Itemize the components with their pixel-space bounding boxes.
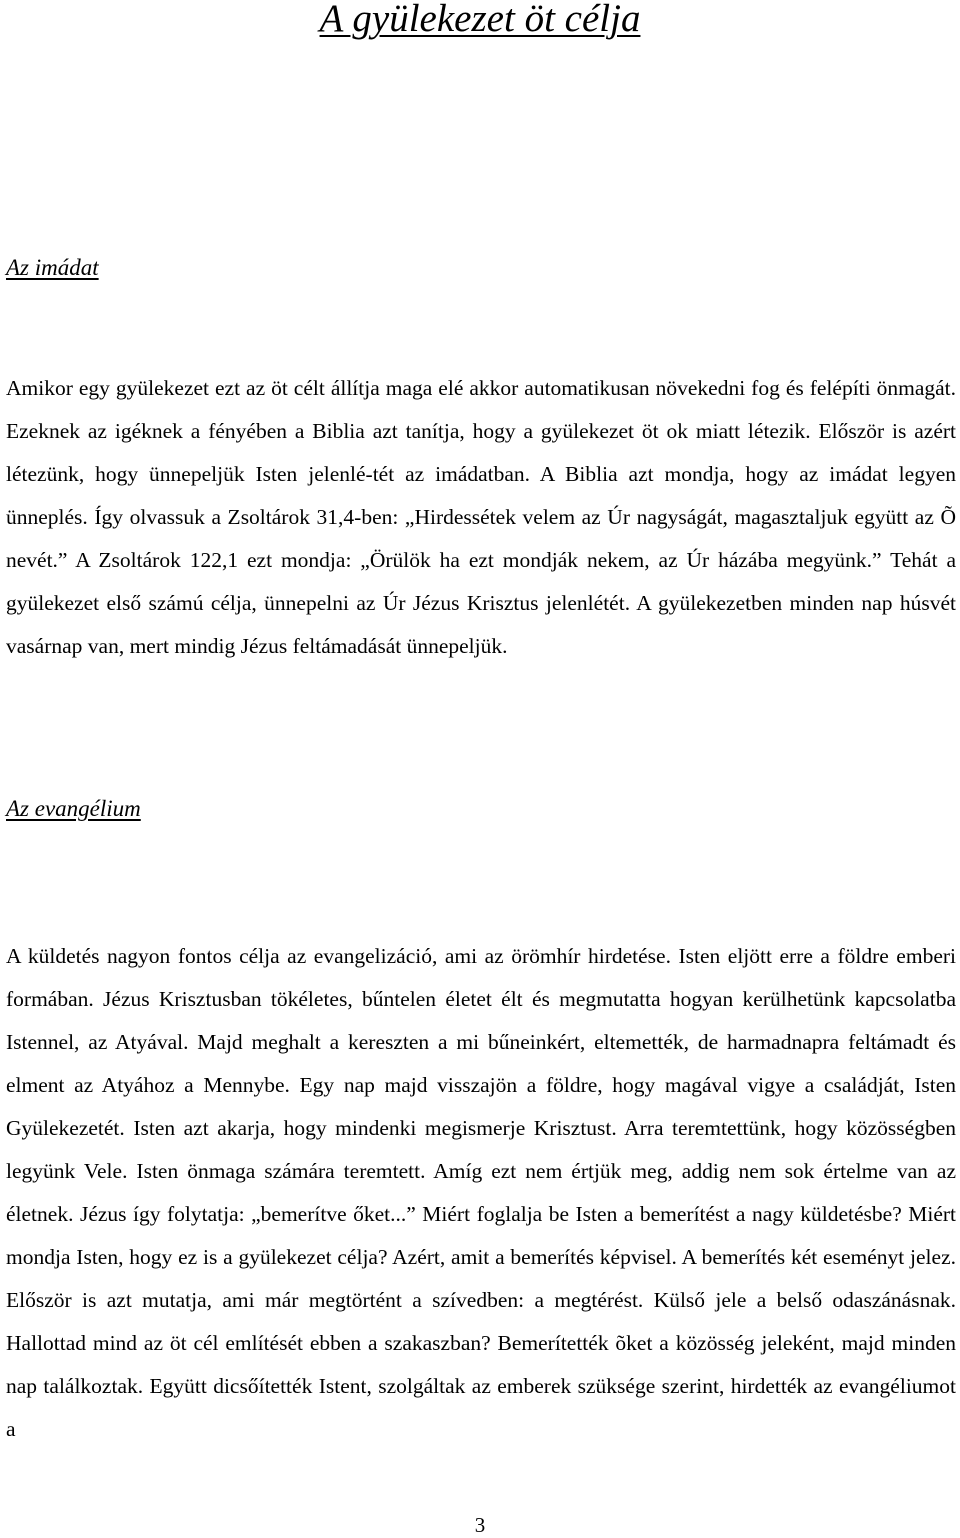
document-title: A gyülekezet öt célja xyxy=(319,0,641,40)
section-heading-evangelium: Az evangélium xyxy=(6,796,141,821)
page-number: 3 xyxy=(474,1513,486,1537)
section-paragraph-evangelium: A küldetés nagyon fontos célja az evangelizáció, ami az örömhír hirdetése. Isten eljött erre a földre emberi formában. Jézus Krisztusban tökéletes, bűntelen életet élt és megmutatta hogyan kerülhetünk kapcsolatba Istennel, az Atyával. Majd meghalt a kereszten a mi bűneinkért, eltemették, de harmadnapra feltámadt és elment az Atyához a Mennybe. Egy nap majd visszajön a földre, hogy magával vigye a családját, Isten Gyülekezetét. Isten azt akarja, hogy mindenki megismerje Krisztust. Arra teremtettünk, hogy közösségben legyünk Vele. Isten önmaga számára teremtett. Amíg ezt nem értjük meg, addig nem sok értelme van az életnek. Jézus így folytatja: „bemerítve őket...” Miért foglalja be Isten a bemerítést a nagy küldetésbe? Miért mondja Isten, hogy ez is a gyülekezet célja? Azért, amit a bemerítés képvisel. A bemerítés két eseményt jelez. Először is azt mutatja, ami már megtörtént a szívedben: a megtérést. Külső jele a belső odaszánásnak. Hallottad mind az öt cél említését ebben a szakaszban? Bemerítették õket a közösség jeleként, majd minden nap találkoztak. Együtt dicsőítették Istent, szolgáltak az emberek szüksége szerint, hirdették az evangéliumot a xyxy=(6,944,956,1441)
section-heading-imadat: Az imádat xyxy=(6,255,99,280)
section-paragraph-imadat: Amikor egy gyülekezet ezt az öt célt állítja maga elé akkor automatikusan növekedni fog és felépíti önmagát. Ezeknek az igéknek a fényében a Biblia azt tanítja, hogy a gyülekezet öt ok miatt létezik. Először is azért létezünk, hogy ünnepeljük Isten jelenlé-tét az imádatban. A Biblia azt mondja, hogy az imádat legyen ünneplés. Így olvassuk a Zsoltárok 31,4-ben: „Hirdessétek velem az Úr nagyságát, magasztaljuk együtt az Õ nevét.” A Zsoltárok 122,1 ezt mondja: „Örülök ha ezt mondják nekem, az Úr házába megyünk.” Tehát a gyülekezet első számú célja, ünnepelni az Úr Jézus Krisztus jelenlétét. A gyülekezetben minden nap húsvét vasárnap van, mert mindig Jézus feltámadását ünnepeljük. xyxy=(6,376,956,658)
